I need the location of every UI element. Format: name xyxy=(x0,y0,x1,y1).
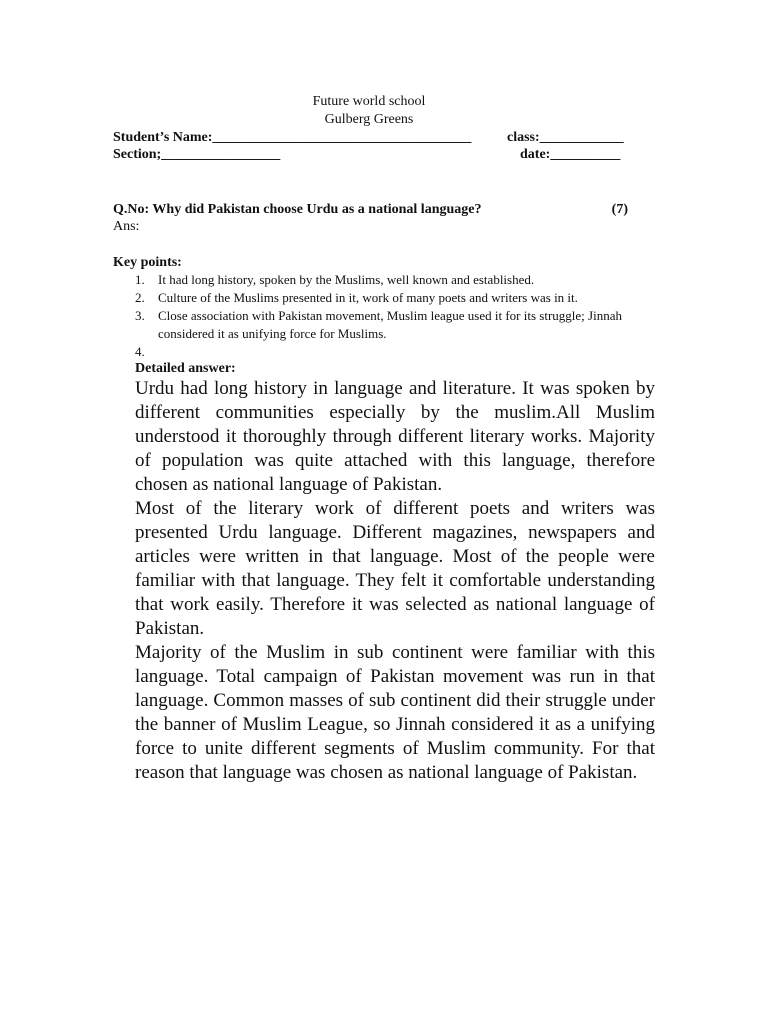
class-field: class:____________ xyxy=(507,130,624,145)
key-point-number: 3. xyxy=(135,308,145,323)
detailed-answer-title: Detailed answer: xyxy=(135,361,236,376)
student-name-field: Student’s Name:_____________________________________ xyxy=(113,130,472,145)
section-field: Section;_________________ xyxy=(113,147,281,162)
key-point-number: 1. xyxy=(135,272,145,287)
key-points-title: Key points: xyxy=(113,255,182,270)
key-points-list xyxy=(135,271,655,361)
detailed-answer-body xyxy=(135,377,655,785)
section-date-row xyxy=(113,146,633,164)
key-point-item xyxy=(135,289,655,307)
question-line xyxy=(113,201,633,219)
answer-paragraph: Urdu had long history in language and literature. It was spoken by different communities especially by the muslim.All Muslim understood it thoroughly through different literary works. Majority of population was quite attached with this language, therefore chosen as national language of Pakistan. xyxy=(135,378,655,495)
key-point-text: It had long history, spoken by the Muslims, well known and established. xyxy=(158,272,535,287)
answer-label: Ans: xyxy=(113,219,140,234)
key-point-item xyxy=(135,271,655,289)
answer-paragraph: Majority of the Muslim in sub continent were familiar with this language. Total campaign of Pakistan movement was run in that language. Common masses of sub continent did their struggle under the banner of Muslim League, so Jinnah considered it as a unifying force to unite different segments of Muslim community. For that reason that language was chosen as national language of Pakistan. xyxy=(135,642,655,783)
key-point-item xyxy=(135,307,655,343)
school-name: Future world school xyxy=(312,94,426,109)
name-class-row xyxy=(113,129,633,147)
date-field: date:__________ xyxy=(520,147,621,162)
school-branch: Gulberg Greens xyxy=(324,112,414,127)
question-text: Q.No: Why did Pakistan choose Urdu as a national language? xyxy=(113,202,482,217)
key-point-number: 2. xyxy=(135,290,145,305)
key-point-text: Close association with Pakistan movement, Muslim league used it for its struggle; Jinnah considered it as unifying force for Muslims. xyxy=(158,308,622,341)
key-point-text xyxy=(158,344,161,359)
question-marks: (7) xyxy=(611,202,628,217)
key-point-text: Culture of the Muslims presented in it, work of many poets and writers was in it. xyxy=(158,290,578,305)
key-point-item xyxy=(135,343,655,361)
key-point-number: 4. xyxy=(135,344,145,359)
answer-paragraph: Most of the literary work of different poets and writers was presented Urdu language. Different magazines, newspapers and articles were written in that language. Most of the people were familiar with that language. They felt it comfortable understanding that work easily. Therefore it was selected as national language of Pakistan. xyxy=(135,498,655,639)
